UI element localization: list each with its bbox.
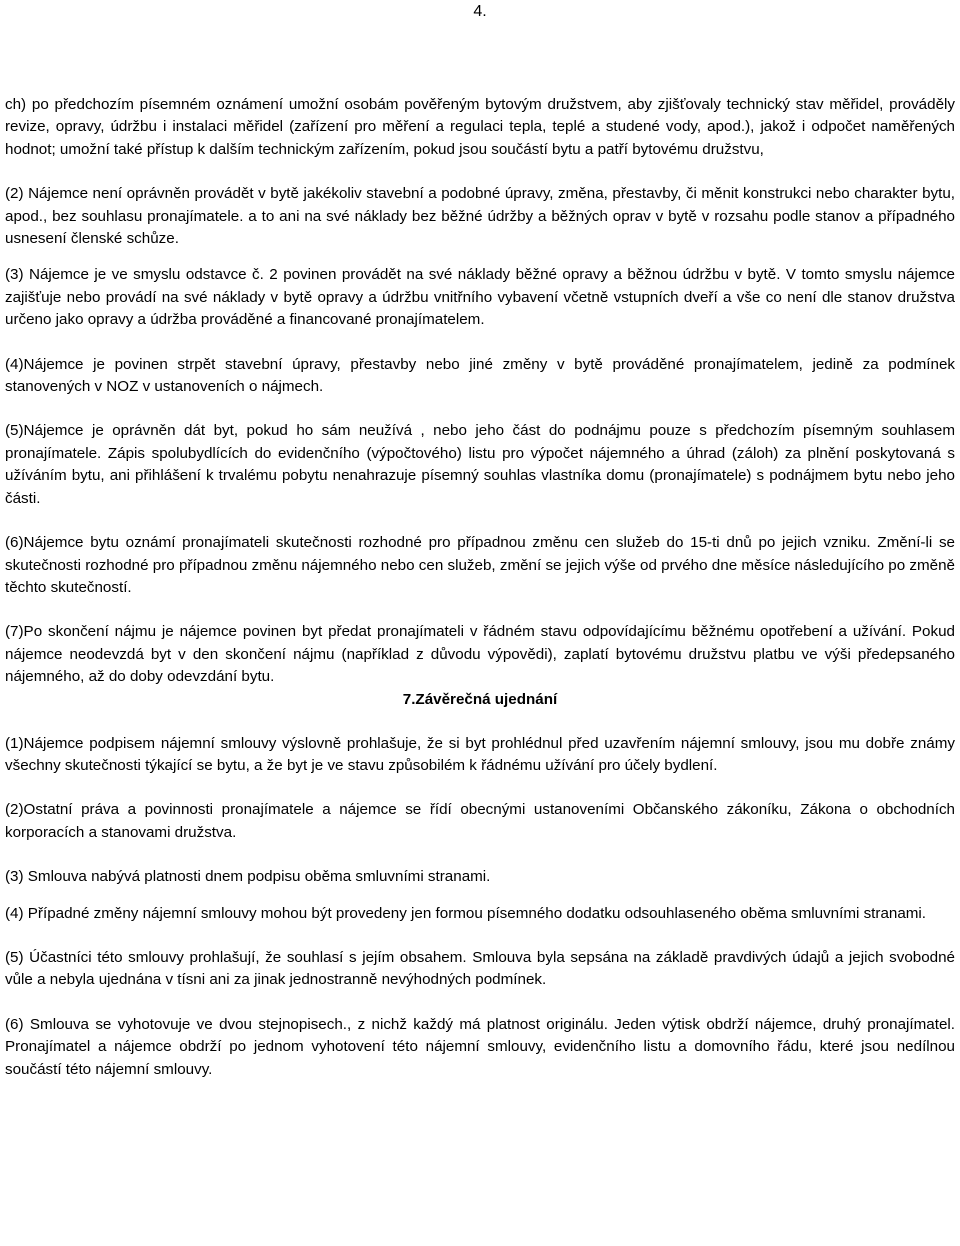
final-paragraph-5: (5) Účastníci této smlouvy prohlašují, že souhlasí s jejím obsahem. Smlouva byla sepsána na základě pravdivých údajů a jejich svobodné vůle a nebyla ujednána v tísni ani za jinak jednostranně nevýhodných podmínek. xyxy=(5,948,955,989)
paragraph-4: (4)Nájemce je povinen strpět stavební úpravy, přestavby nebo jiné změny v bytě prováděné pronajímatelem, jedině za podmínek stanovených v NOZ v ustanoveních o nájmech. xyxy=(5,355,955,396)
document-body xyxy=(5,94,955,1081)
final-paragraph-2: (2)Ostatní práva a povinnosti pronajímatele a nájemce se řídí obecnými ustanoveními Občanského zákoníku, Zákona o obchodních korporacích a stanovami družstva. xyxy=(5,801,955,841)
final-paragraph-6: (6) Smlouva se vyhotovuje ve dvou stejnopisech., z nichž každý má platnost originálu. Jeden výtisk obdrží nájemce, druhý pronajímatel. Pronajímatel a nájemce obdrží po jednom vyhotovení této nájemní smlouvy, evidenčního listu a domovního řádu, které jsou nedílnou součástí této nájemní smlouvy. xyxy=(5,1015,955,1078)
paragraph-2: (2) Nájemce není oprávněn provádět v bytě jakékoliv stavební a podobné úpravy, změna, přestavby, či měnit konstrukci nebo charakter bytu, apod., bez souhlasu pronajímatele. a to ani na své náklady bez běžné údržby a běžných oprav v bytě v rozsahu podle stanov a případného usnesení členské schůze. xyxy=(5,185,955,248)
final-paragraph-4: (4) Případné změny nájemní smlouvy mohou být provedeny jen formou písemného dodatku odsouhlaseného oběma smluvními stranami. xyxy=(5,904,927,922)
paragraph-3: (3) Nájemce je ve smyslu odstavce č. 2 povinen provádět na své náklady běžné opravy a běžnou údržbu v bytě. V tomto smyslu nájemce zajišťuje nebo provádí na své náklady v bytě opravy a údržbu vnitřního vybavení včetně vstupních dveří a vše co není dle stanov družstva určeno jako opravy a údržba prováděné a financované pronajímatelem. xyxy=(5,266,955,329)
page-number: 4. xyxy=(473,3,487,20)
paragraph-6: (6)Nájemce bytu oznámí pronajímateli skutečnosti rozhodné pro případnou změnu cen služeb do 15-ti dnů po jejich vzniku. Změní-li se skutečnosti rozhodné pro případnou změnu nájemného nebo cen služeb, změní se jejich výše od prvého dne měsíce následujícího po změně těchto skutečností. xyxy=(5,534,955,596)
section-heading: 7.Závěrečná ujednání xyxy=(402,690,558,708)
paragraph-ch: ch) po předchozím písemném oznámení umožní osobám pověřeným bytovým družstvem, aby zjišťovaly technický stav měřidel, prováděly revize, opravy, údržbu i instalaci měřidel (zařízení pro měření a regulaci tepla, teplé a studené vody, apod.), jakož i odpočet naměřených hodnot; umožní také přístup k dalším technickým zařízením, pokud jsou součástí bytu a patří bytovému družstvu, xyxy=(5,96,955,158)
paragraph-5: (5)Nájemce je oprávněn dát byt, pokud ho sám neužívá , nebo jeho část do podnájmu pouze s předchozím písemným souhlasem pronajímatele. Zápis spolubydlících do evidenčního (výpočtového) listu pro výpočet nájemného a úhrad (záloh) za plnění poskytovaná s užíváním bytu, ani přihlášení k trvalému pobytu nenahrazuje písemný souhlas vlastníka domu (pronajímatele) s podnájmem bytu nebo jeho části. xyxy=(5,422,955,507)
final-paragraph-1: (1)Nájemce podpisem nájemní smlouvy výslovně prohlašuje, že si byt prohlédnul před uzavřením nájemní smlouvy, jsou mu dobře známy všechny skutečnosti týkající se bytu, a že byt je ve stavu způsobilém k řádnému užívání pro účely bydlení. xyxy=(5,734,955,774)
final-paragraph-3: (3) Smlouva nabývá platnosti dnem podpisu oběma smluvními stranami. xyxy=(5,868,491,886)
paragraph-7: (7)Po skončení nájmu je nájemce povinen byt předat pronajímateli v řádném stavu odpovídajícímu běžnému opotřebení a užívání. Pokud nájemce neodevzdá byt v den skončení nájmu (například z důvodu výpovědi), zaplatí bytovému družstvu platbu ve výši předepsaného nájemného, až do doby odevzdání bytu. xyxy=(5,623,955,686)
